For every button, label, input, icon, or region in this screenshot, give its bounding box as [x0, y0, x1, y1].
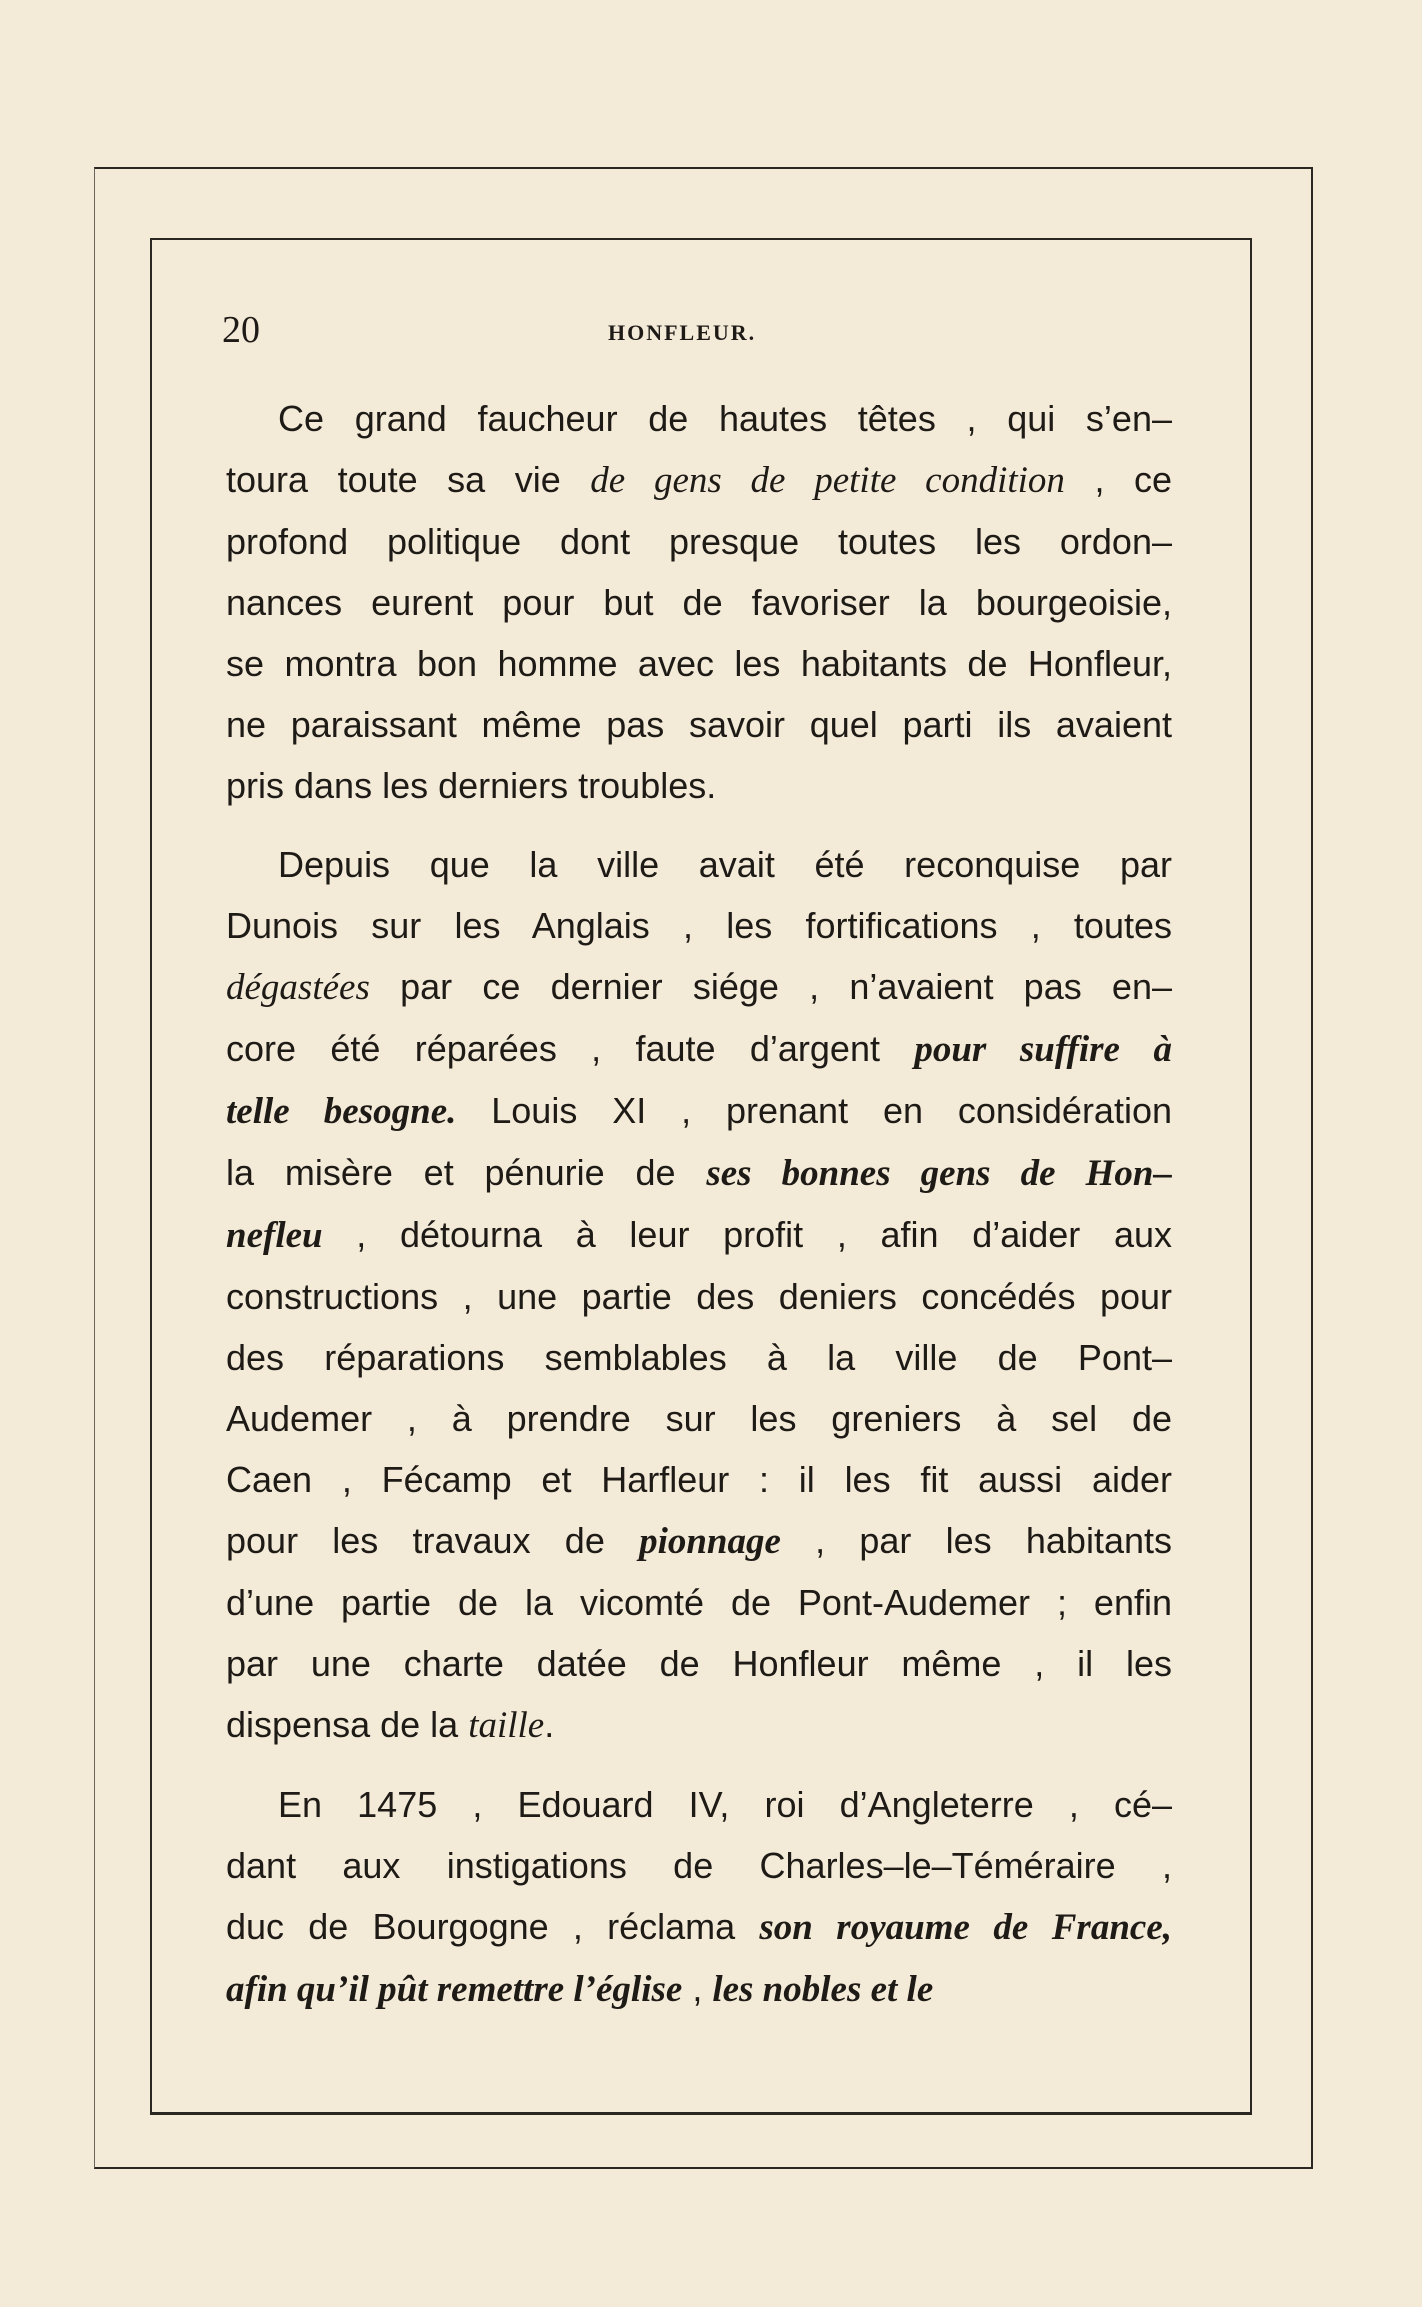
running-title: HONFLEUR. — [608, 320, 757, 345]
text-line: d’une partie de la vicomté de Pont-Audemer ; enfin — [226, 1582, 1172, 1623]
text-line: des réparations semblables à la ville de Pont– — [226, 1337, 1172, 1378]
text-line: dant aux instigations de Charles–le–Téméraire , — [226, 1845, 1172, 1886]
text-line: pris dans les derniers troubles. — [226, 765, 717, 806]
page-header — [222, 308, 1152, 358]
bold-italic-phrase: telle besogne. — [226, 1091, 457, 1132]
bold-italic-phrase: pionnage — [639, 1521, 781, 1562]
page-number: 20 — [222, 309, 260, 351]
paragraph — [226, 834, 1172, 1756]
bold-italic-phrase: afin qu’il pût remettre l’église — [226, 1969, 683, 2010]
text-line: dégastées par ce dernier siége , n’avaient pas en– — [226, 966, 1172, 1008]
text-line: Caen , Fécamp et Harfleur : il les fit aussi aider — [226, 1459, 1172, 1500]
text-line: En 1475 , Edouard IV, roi d’Angleterre , cé– — [278, 1784, 1172, 1825]
bold-italic-phrase: pour suffire à — [914, 1029, 1172, 1070]
italic-phrase: de gens de petite condition — [590, 460, 1065, 501]
text-line: duc de Bourgogne , réclama son royaume de France, — [226, 1906, 1172, 1948]
text-line: constructions , une partie des deniers concédés pour — [226, 1276, 1172, 1317]
text-line: afin qu’il pût remettre l’église , les nobles et le — [226, 1968, 934, 2010]
text-line: nefleu , détourna à leur profit , afin d’aider aux — [226, 1214, 1172, 1256]
text-line: ne paraissant même pas savoir quel parti ils avaient — [226, 704, 1172, 745]
text-line: la misère et pénurie de ses bonnes gens de Hon– — [226, 1152, 1172, 1194]
text-line: Depuis que la ville avait été reconquise par — [278, 844, 1172, 885]
text-line: Dunois sur les Anglais , les fortifications , toutes — [226, 905, 1172, 946]
text-line: Ce grand faucheur de hautes têtes , qui s’en– — [278, 398, 1172, 439]
text-line: dispensa de la taille. — [226, 1704, 555, 1746]
paragraph — [226, 1774, 1172, 2020]
text-line: telle besogne. Louis XI , prenant en considération — [226, 1090, 1172, 1132]
italic-phrase: taille — [468, 1705, 545, 1746]
bold-italic-phrase: nefleu — [226, 1215, 323, 1256]
text-line: par une charte datée de Honfleur même , il les — [226, 1643, 1172, 1684]
text-line: pour les travaux de pionnage , par les habitants — [226, 1520, 1172, 1562]
text-line: profond politique dont presque toutes les ordon– — [226, 521, 1172, 562]
italic-phrase: dégastées — [226, 967, 370, 1008]
text-line: toura toute sa vie de gens de petite condition , ce — [226, 459, 1172, 501]
text-line: nances eurent pour but de favoriser la bourgeoisie, — [226, 582, 1172, 623]
bold-italic-phrase: ses bonnes gens de Hon– — [706, 1153, 1172, 1194]
body-text — [226, 388, 1172, 2038]
text-line: core été réparées , faute d’argent pour suffire à — [226, 1028, 1172, 1070]
bold-italic-phrase: son royaume de France, — [759, 1907, 1172, 1948]
bold-italic-phrase: les nobles et le — [712, 1969, 934, 2010]
paragraph — [226, 388, 1172, 816]
text-line: Audemer , à prendre sur les greniers à sel de — [226, 1398, 1172, 1439]
text-line: se montra bon homme avec les habitants de Honfleur, — [226, 643, 1172, 684]
